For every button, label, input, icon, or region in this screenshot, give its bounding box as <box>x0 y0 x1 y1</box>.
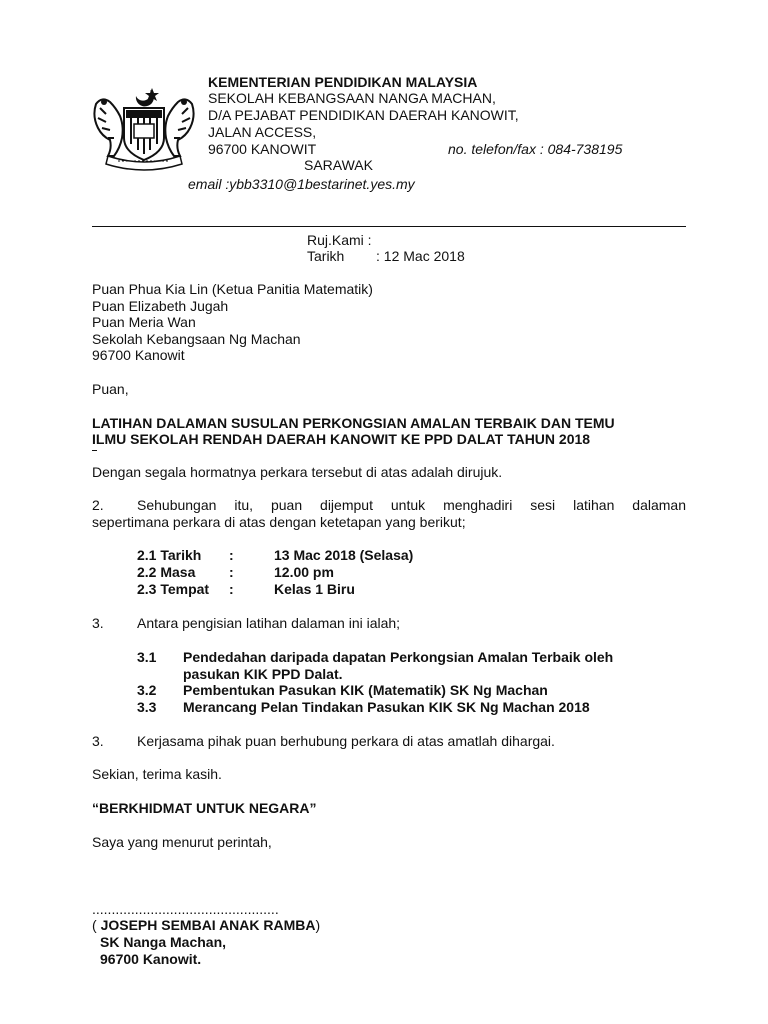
signature-line: ................................................ <box>92 901 279 917</box>
malaysia-coat-of-arms-icon <box>88 84 200 172</box>
reference-date-value: : 12 Mac 2018 <box>376 248 465 264</box>
detail-label: 2.2 Masa <box>137 564 196 580</box>
paragraph-2-number: 2. <box>92 497 104 513</box>
paragraph-3-number: 3. <box>92 615 104 631</box>
paragraph-2-line-1: Sehubungan itu, puan dijemput untuk menghadiri sesi latihan dalaman <box>137 497 686 513</box>
paragraph-4-text: Kerjasama pihak puan berhubung perkara di atas amatlah dihargai. <box>137 733 555 749</box>
agenda-text: Pembentukan Pasukan KIK (Matematik) SK Ng Machan <box>183 682 548 698</box>
paragraph-2-line-2: sepertimana perkara di atas dengan ketetapan yang berikut; <box>92 514 466 530</box>
sign-intro: Saya yang menurut perintah, <box>92 834 272 850</box>
school-phone: no. telefon/fax : 084-738195 <box>448 141 623 157</box>
signature-close-paren: ) <box>315 917 321 933</box>
agenda-text: Merancang Pelan Tindakan Pasukan KIK SK Ng Machan 2018 <box>183 699 590 715</box>
detail-separator: : <box>229 564 234 580</box>
signatory-address: 96700 Kanowit. <box>100 951 202 967</box>
agenda-number: 3.3 <box>137 699 157 715</box>
agenda-text: Pendedahan daripada dapatan Perkongsian Amalan Terbaik oleh <box>183 649 614 665</box>
motto: “BERKHIDMAT UNTUK NEGARA” <box>92 800 317 816</box>
recipient-line: Sekolah Kebangsaan Ng Machan <box>92 331 301 347</box>
school-via: D/A PEJABAT PENDIDIKAN DAERAH KANOWIT, <box>208 107 519 123</box>
recipient-line: Puan Elizabeth Jugah <box>92 298 229 314</box>
paragraph-3-text: Antara pengisian latihan dalaman ini ialah; <box>137 615 401 631</box>
school-postcode: 96700 KANOWIT <box>208 141 317 157</box>
school-state: SARAWAK <box>304 157 373 173</box>
signatory-name: JOSEPH SEMBAI ANAK RAMBA <box>100 917 316 933</box>
signatory-school: SK Nanga Machan, <box>100 934 227 950</box>
signature-open-paren: ( <box>92 917 101 933</box>
paragraph-1: Dengan segala hormatnya perkara tersebut di atas adalah dirujuk. <box>92 464 503 480</box>
salutation: Puan, <box>92 381 129 397</box>
school-email: email :ybb3310@1bestarinet.yes.my <box>188 176 415 192</box>
agenda-number: 3.2 <box>137 682 157 698</box>
detail-separator: : <box>229 581 234 597</box>
letterhead-divider <box>92 226 686 227</box>
signature-name-block <box>92 917 320 933</box>
detail-value: 12.00 pm <box>274 564 334 580</box>
detail-label: 2.1 Tarikh <box>137 547 202 563</box>
ministry-name: KEMENTERIAN PENDIDIKAN MALAYSIA <box>208 74 478 90</box>
subject-underline-mark <box>92 450 97 451</box>
recipient-line: 96700 Kanowit <box>92 347 185 363</box>
detail-value: Kelas 1 Biru <box>274 581 355 597</box>
recipient-line: Puan Meria Wan <box>92 314 196 330</box>
school-name: SEKOLAH KEBANGSAAN NANGA MACHAN, <box>208 90 496 106</box>
detail-label: 2.3 Tempat <box>137 581 210 597</box>
detail-value: 13 Mac 2018 (Selasa) <box>274 547 414 563</box>
agenda-text-continued: pasukan KIK PPD Dalat. <box>183 666 343 682</box>
subject-line-1: LATIHAN DALAMAN SUSULAN PERKONGSIAN AMALAN TERBAIK DAN TEMU <box>92 415 615 431</box>
subject-line-2: ILMU SEKOLAH RENDAH DAERAH KANOWIT KE PPD DALAT TAHUN 2018 <box>92 431 591 447</box>
paragraph-4-number: 3. <box>92 733 104 749</box>
school-road: JALAN ACCESS, <box>208 124 317 140</box>
recipient-line: Puan Phua Kia Lin (Ketua Panitia Matematik) <box>92 281 373 297</box>
reference-ruj: Ruj.Kami : <box>307 232 372 248</box>
detail-separator: : <box>229 547 234 563</box>
reference-date-label: Tarikh <box>307 248 345 264</box>
closing: Sekian, terima kasih. <box>92 766 222 782</box>
agenda-number: 3.1 <box>137 649 157 665</box>
